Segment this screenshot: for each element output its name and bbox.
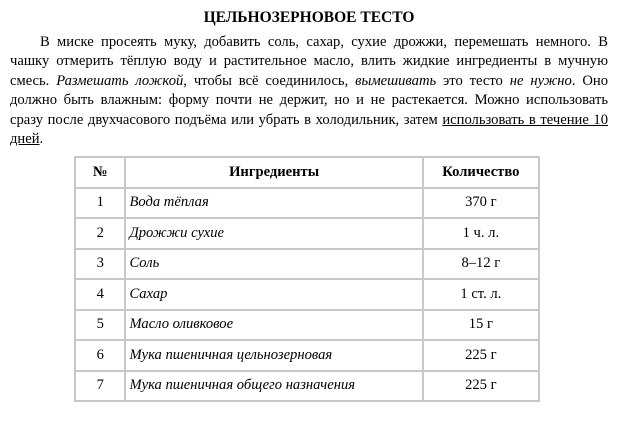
row-ingredient: Мука пшеничная цельнозерновая	[125, 340, 422, 371]
paragraph-run: . Оно должно быть влажным: форму почти не держит, но и не растекается. Можно использовать сразу после двухчасового подъёма или убрать в холодильник, затем	[10, 72, 608, 128]
table-row	[75, 218, 539, 249]
row-ingredient: Вода тёплая	[125, 188, 422, 219]
table-row	[75, 310, 539, 341]
row-number: 3	[75, 249, 125, 280]
table-row	[75, 340, 539, 371]
paragraph-run: использовать в течение 10 дней	[10, 111, 608, 148]
row-quantity: 1 ч. л.	[423, 218, 539, 249]
recipe-paragraph	[10, 33, 608, 149]
header-number: №	[75, 157, 125, 188]
paragraph-run: не нужно	[509, 72, 572, 89]
table-header-row	[75, 157, 539, 188]
row-number: 4	[75, 279, 125, 310]
row-number: 2	[75, 218, 125, 249]
row-ingredient: Соль	[125, 249, 422, 280]
row-ingredient: Сахар	[125, 279, 422, 310]
row-number: 1	[75, 188, 125, 219]
paragraph-run: .	[39, 131, 44, 148]
table-row	[75, 249, 539, 280]
paragraph-run: это тесто	[436, 72, 510, 89]
paragraph-run: , чтобы всё соединилось,	[183, 72, 356, 89]
row-number: 5	[75, 310, 125, 341]
header-quantity: Количество	[423, 157, 539, 188]
row-number: 6	[75, 340, 125, 371]
ingredients-table	[74, 156, 540, 402]
row-ingredient: Дрожжи сухие	[125, 218, 422, 249]
paragraph-run: Размешать ложкой	[56, 72, 184, 89]
row-ingredient: Масло оливковое	[125, 310, 422, 341]
table-row	[75, 279, 539, 310]
row-ingredient: Мука пшеничная общего назначения	[125, 371, 422, 402]
row-quantity: 225 г	[423, 371, 539, 402]
row-quantity: 1 ст. л.	[423, 279, 539, 310]
document-title: ЦЕЛЬНОЗЕРНОВОЕ ТЕСТО	[203, 9, 415, 26]
header-ingredients: Ингредиенты	[125, 157, 422, 188]
row-quantity: 8–12 г	[423, 249, 539, 280]
table-row	[75, 188, 539, 219]
row-quantity: 225 г	[423, 340, 539, 371]
row-number: 7	[75, 371, 125, 402]
row-quantity: 370 г	[423, 188, 539, 219]
paragraph-run: вымешивать	[355, 72, 437, 89]
row-quantity: 15 г	[423, 310, 539, 341]
paragraph-run: В миске просеять муку, добавить соль, сахар, сухие дрожжи, перемешать немного. В чашку отмерить тёплую воду и растительное масло, влить жидкие ингредиенты в мучную смесь.	[10, 34, 608, 89]
table-row	[75, 371, 539, 402]
